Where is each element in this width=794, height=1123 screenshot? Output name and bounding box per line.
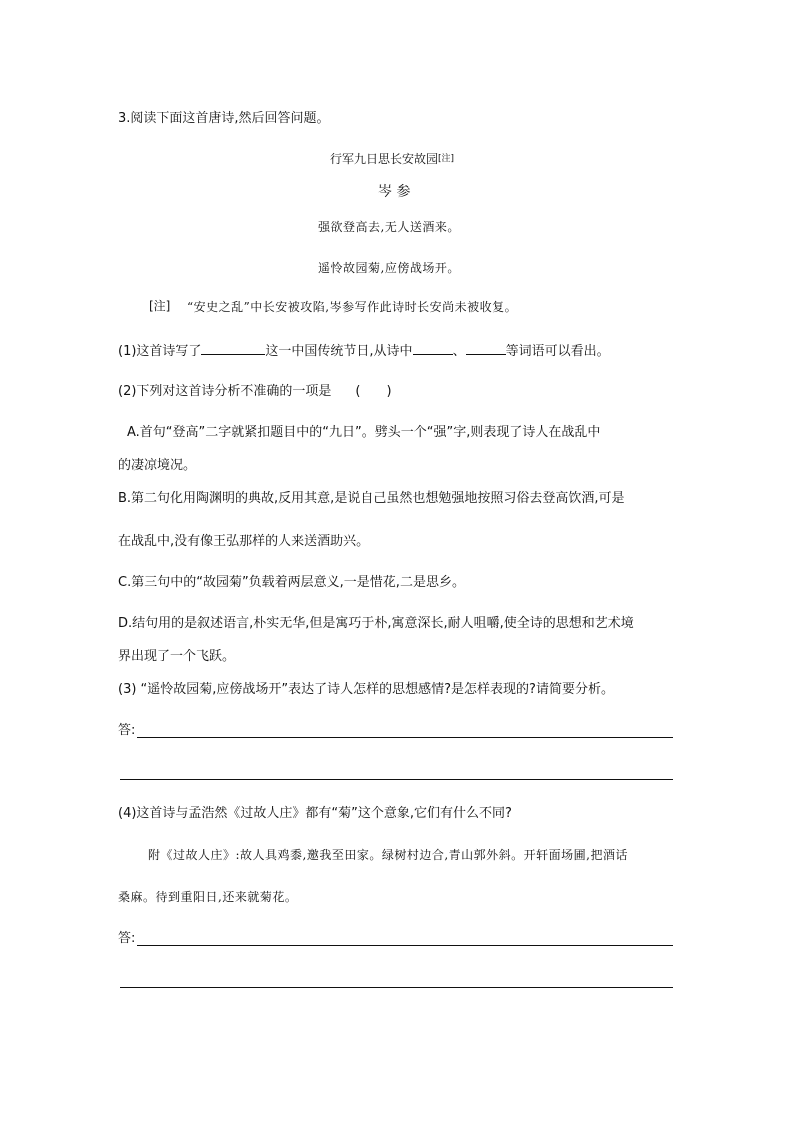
q1-blank-festival[interactable] bbox=[201, 341, 265, 355]
answer-label-1: 答: bbox=[118, 723, 136, 738]
poem-title-text: 行军九日思长安故园 bbox=[330, 152, 439, 166]
question-intro: 3.阅读下面这首唐诗,然后回答问题。 bbox=[118, 111, 330, 126]
answer-line-1a[interactable] bbox=[137, 737, 673, 738]
answer-line-2a[interactable] bbox=[137, 945, 673, 946]
answer-line-2b[interactable] bbox=[120, 987, 673, 988]
question-3: (3) “遥怜故园菊,应傍战场开”表达了诗人怎样的思想感情?是怎样表现的?请简要分析。 bbox=[118, 682, 614, 697]
question-2 bbox=[118, 383, 392, 401]
poem-title bbox=[330, 150, 454, 168]
q1-blank-word-1[interactable] bbox=[413, 341, 453, 355]
note-label: [注] bbox=[149, 299, 171, 313]
appendix-line-2: 桑麻。待到重阳日,还来就菊花。 bbox=[118, 890, 298, 904]
note-text: “安史之乱”中长安被攻陷,岑参写作此诗时长安尚未被收复。 bbox=[187, 300, 518, 314]
q2-text: (2)下列对这首诗分析不准确的一项是 bbox=[118, 384, 332, 399]
option-c[interactable]: C.第三句中的“故园菊”负载着两层意义,一是惜花,二是思乡。 bbox=[118, 575, 465, 590]
option-b-line-1[interactable]: B.第二句化用陶渊明的典故,反用其意,是说自己虽然也想勉强地按照习俗去登高饮酒,可是 bbox=[118, 491, 625, 506]
q1-text-b: 这一中国传统节日,从诗中 bbox=[265, 344, 413, 359]
option-a-line-1[interactable]: A.首句“登高”二字就紧扣题目中的“九日”。劈头一个“强”字,则表现了诗人在战乱中 bbox=[127, 425, 601, 440]
option-d-line-2: 界出现了一个飞跃。 bbox=[118, 649, 236, 664]
answer-label-2: 答: bbox=[118, 931, 136, 946]
poem-note-mark: [注] bbox=[438, 154, 455, 164]
appendix-line-1: 附《过故人庄》:故人具鸡黍,邀我至田家。绿树村边合,青山郭外斜。开轩面场圃,把酒话 bbox=[148, 848, 628, 862]
option-a-line-2: 的凄凉境况。 bbox=[118, 458, 197, 473]
q1-text-d: 等词语可以看出。 bbox=[505, 344, 610, 359]
q1-blank-word-2[interactable] bbox=[466, 341, 506, 355]
question-1 bbox=[118, 341, 610, 361]
q1-text-c: 、 bbox=[452, 344, 466, 359]
q2-answer-paren[interactable]: ( ) bbox=[355, 384, 392, 399]
poem-line-2: 遥怜故园菊,应傍战场开。 bbox=[318, 261, 460, 275]
question-4: (4)这首诗与孟浩然《过故人庄》都有“菊”这个意象,它们有什么不同? bbox=[118, 806, 512, 821]
poem-author: 岑 参 bbox=[378, 184, 411, 200]
option-d-line-1[interactable]: D.结句用的是叙述语言,朴实无华,但是寓巧于朴,寓意深长,耐人咀嚼,使全诗的思想和艺术境 bbox=[118, 616, 634, 631]
poem-line-1: 强欲登高去,无人送酒来。 bbox=[318, 220, 460, 234]
answer-line-1b[interactable] bbox=[120, 779, 673, 780]
q1-text-a: (1)这首诗写了 bbox=[118, 344, 202, 359]
option-b-line-2: 在战乱中,没有像王弘那样的人来送酒助兴。 bbox=[118, 534, 370, 549]
